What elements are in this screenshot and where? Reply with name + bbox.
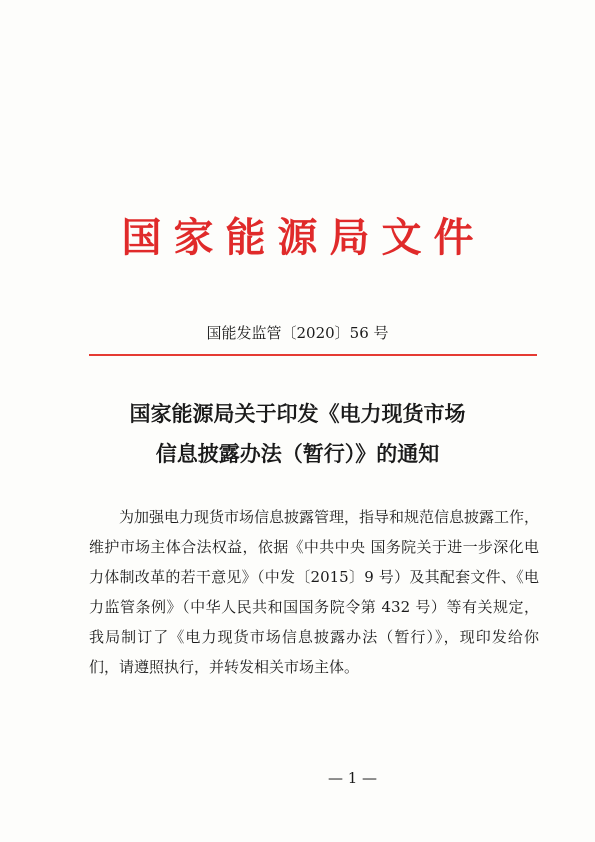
page-number: — 1 — bbox=[327, 769, 378, 787]
masthead-title: 国家能源局文件 bbox=[121, 214, 486, 261]
red-divider-line bbox=[89, 354, 537, 356]
body-line: 我局制订了《电力现货市场信息披露办法（暂行）》，现印发给你 bbox=[89, 628, 539, 646]
body-line: 们，请遵照执行，并转发相关市场主体。 bbox=[89, 658, 360, 676]
body-line: 力体制改革的若干意见》（中发〔2015〕9 号）及其配套文件、《电 bbox=[89, 568, 539, 586]
notice-title-line-2: 信息披露办法（暂行）》的通知 bbox=[155, 441, 440, 466]
body-line: 力监管条例》（中华人民共和国国务院令第 432 号）等有关规定， bbox=[89, 598, 539, 616]
notice-title-line-1: 国家能源局关于印发《电力现货市场 bbox=[129, 401, 466, 426]
body-paragraph bbox=[89, 502, 539, 682]
document-number: 国能发监管〔2020〕56 号 bbox=[206, 324, 389, 342]
body-line: 维护市场主体合法权益，依据《中共中央 国务院关于进一步深化电 bbox=[89, 538, 539, 556]
body-line: 为加强电力现货市场信息披露管理，指导和规范信息披露工作， bbox=[119, 508, 540, 526]
